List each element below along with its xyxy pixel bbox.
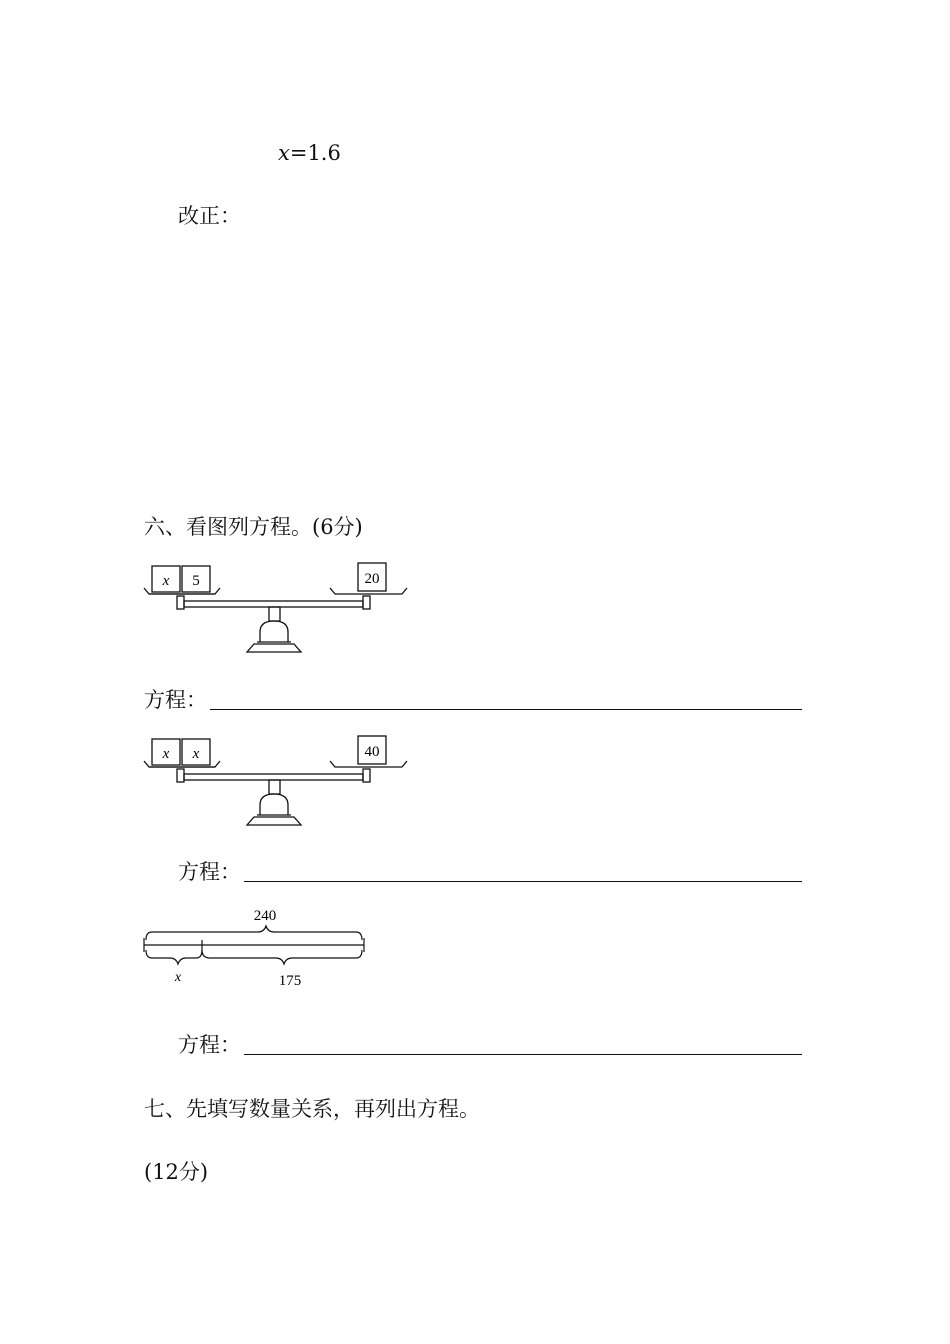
- segment-diagram: [140, 902, 370, 994]
- left-box-1-label: x: [162, 746, 170, 762]
- total-label: 240: [253, 908, 277, 924]
- equation-answer-line-1[interactable]: [210, 709, 802, 710]
- balance-scale-1: [140, 560, 410, 656]
- section6-title: 六、看图列方程。(6分): [144, 515, 363, 539]
- section7-title: 七、先填写数量关系，再列出方程。: [144, 1097, 480, 1121]
- solution-value: =1.6: [289, 141, 341, 165]
- equation-label-1: 方程：: [144, 688, 207, 712]
- left-box-2-label: 5: [192, 573, 200, 589]
- left-box-2-label: x: [192, 746, 200, 762]
- equation-answer-line-2[interactable]: [244, 881, 802, 882]
- equation-label-3: 方程：: [178, 1033, 241, 1057]
- correction-label: 改正：: [178, 204, 241, 228]
- part-rest-label: 175: [278, 973, 302, 989]
- right-box-label: 40: [364, 744, 380, 760]
- part-x-label: x: [174, 970, 182, 985]
- solution-result: [278, 140, 341, 166]
- balance-scale-2: [140, 733, 410, 829]
- right-box-label: 20: [364, 571, 380, 587]
- equation-label-2: 方程：: [178, 860, 241, 884]
- solution-variable: x: [278, 141, 290, 165]
- section7-score: (12分): [144, 1160, 209, 1184]
- left-box-1-label: x: [162, 573, 170, 589]
- equation-answer-line-3[interactable]: [244, 1054, 802, 1055]
